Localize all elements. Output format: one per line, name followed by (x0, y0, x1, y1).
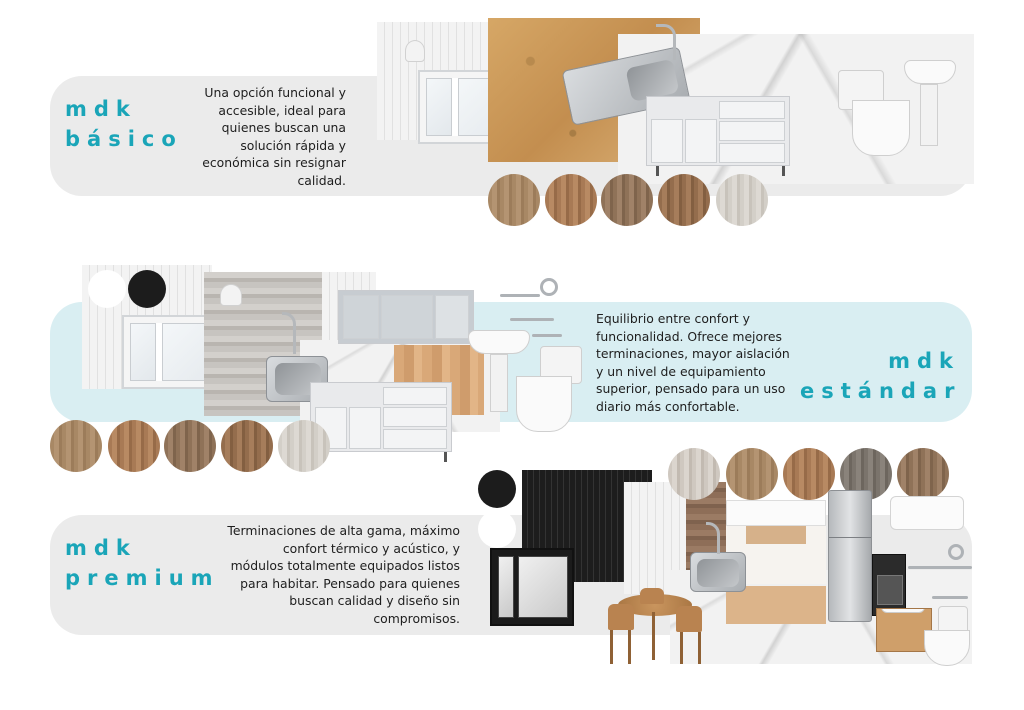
premium-name: premium (65, 566, 220, 590)
desc-line: Una opción funcional y (204, 85, 346, 100)
wood-swatch (668, 448, 720, 500)
estandar-brand: mdk (888, 349, 960, 373)
basico-description (176, 84, 346, 189)
desc-line: solución rápida y (240, 137, 346, 153)
kitchen-sink-icon (690, 552, 746, 592)
wood-swatch (726, 448, 778, 500)
premium-description (190, 522, 460, 627)
desc-line: y un nivel de equipamiento (596, 363, 766, 379)
wood-swatch (545, 174, 597, 226)
desc-line: compromisos. (373, 610, 460, 626)
wood-swatch (601, 174, 653, 226)
premium-brand: mdk (65, 536, 137, 560)
estandar-description (596, 310, 816, 415)
basico-brand: mdk (65, 97, 137, 121)
desc-line: calidad. (297, 172, 346, 188)
wood-swatch (488, 174, 540, 226)
wood-swatch (108, 420, 160, 472)
wood-swatch (221, 420, 273, 472)
desc-line: diario más confortable. (596, 398, 740, 414)
desc-line: accesible, ideal para (218, 102, 346, 118)
wood-swatch (278, 420, 330, 472)
dark-window-icon (490, 548, 574, 626)
wood-swatch (716, 174, 768, 226)
desc-line: módulos totalmente equipados listos (230, 558, 460, 573)
wall-cabinet-icon (338, 290, 474, 344)
basico-brand-block (65, 94, 183, 154)
stove-icon (872, 554, 906, 616)
wall-lamp-icon (220, 284, 242, 306)
base-cabinet-icon (310, 382, 452, 452)
desc-line: Terminaciones de alta gama, máximo (227, 523, 460, 538)
desc-line: confort térmico y acústico, y (282, 540, 460, 556)
desc-line: para habitar. Pensado para quienes (240, 575, 460, 591)
faucet-icon (706, 522, 720, 554)
wood-swatch (164, 420, 216, 472)
refrigerator-icon (828, 490, 872, 622)
air-conditioner-icon (890, 496, 964, 530)
wood-swatch (658, 174, 710, 226)
estandar-brand-block (800, 346, 960, 406)
wall-lamp-icon (405, 40, 425, 62)
wood-swatch (50, 420, 102, 472)
desc-line: Equilibrio entre confort y (596, 311, 750, 326)
faucet-icon (282, 312, 296, 354)
faucet-icon (656, 24, 676, 60)
estandar-name: estándar (800, 379, 962, 403)
white-color-dot (478, 510, 516, 548)
desc-line: buscan calidad y diseño sin (289, 593, 460, 608)
desc-line: quienes buscan una (221, 120, 346, 135)
desc-line: superior, pensado para un uso (596, 381, 786, 396)
desc-line: económica sin resignar (202, 155, 346, 170)
desc-line: funcionalidad. Ofrece mejores (596, 328, 782, 344)
black-color-dot (478, 470, 516, 508)
white-color-dot (88, 270, 126, 308)
desc-line: terminaciones, mayor aislación (596, 346, 790, 361)
base-cabinet-icon (646, 96, 790, 166)
basico-name: básico (65, 127, 183, 151)
wood-swatch (897, 448, 949, 500)
black-color-dot (128, 270, 166, 308)
